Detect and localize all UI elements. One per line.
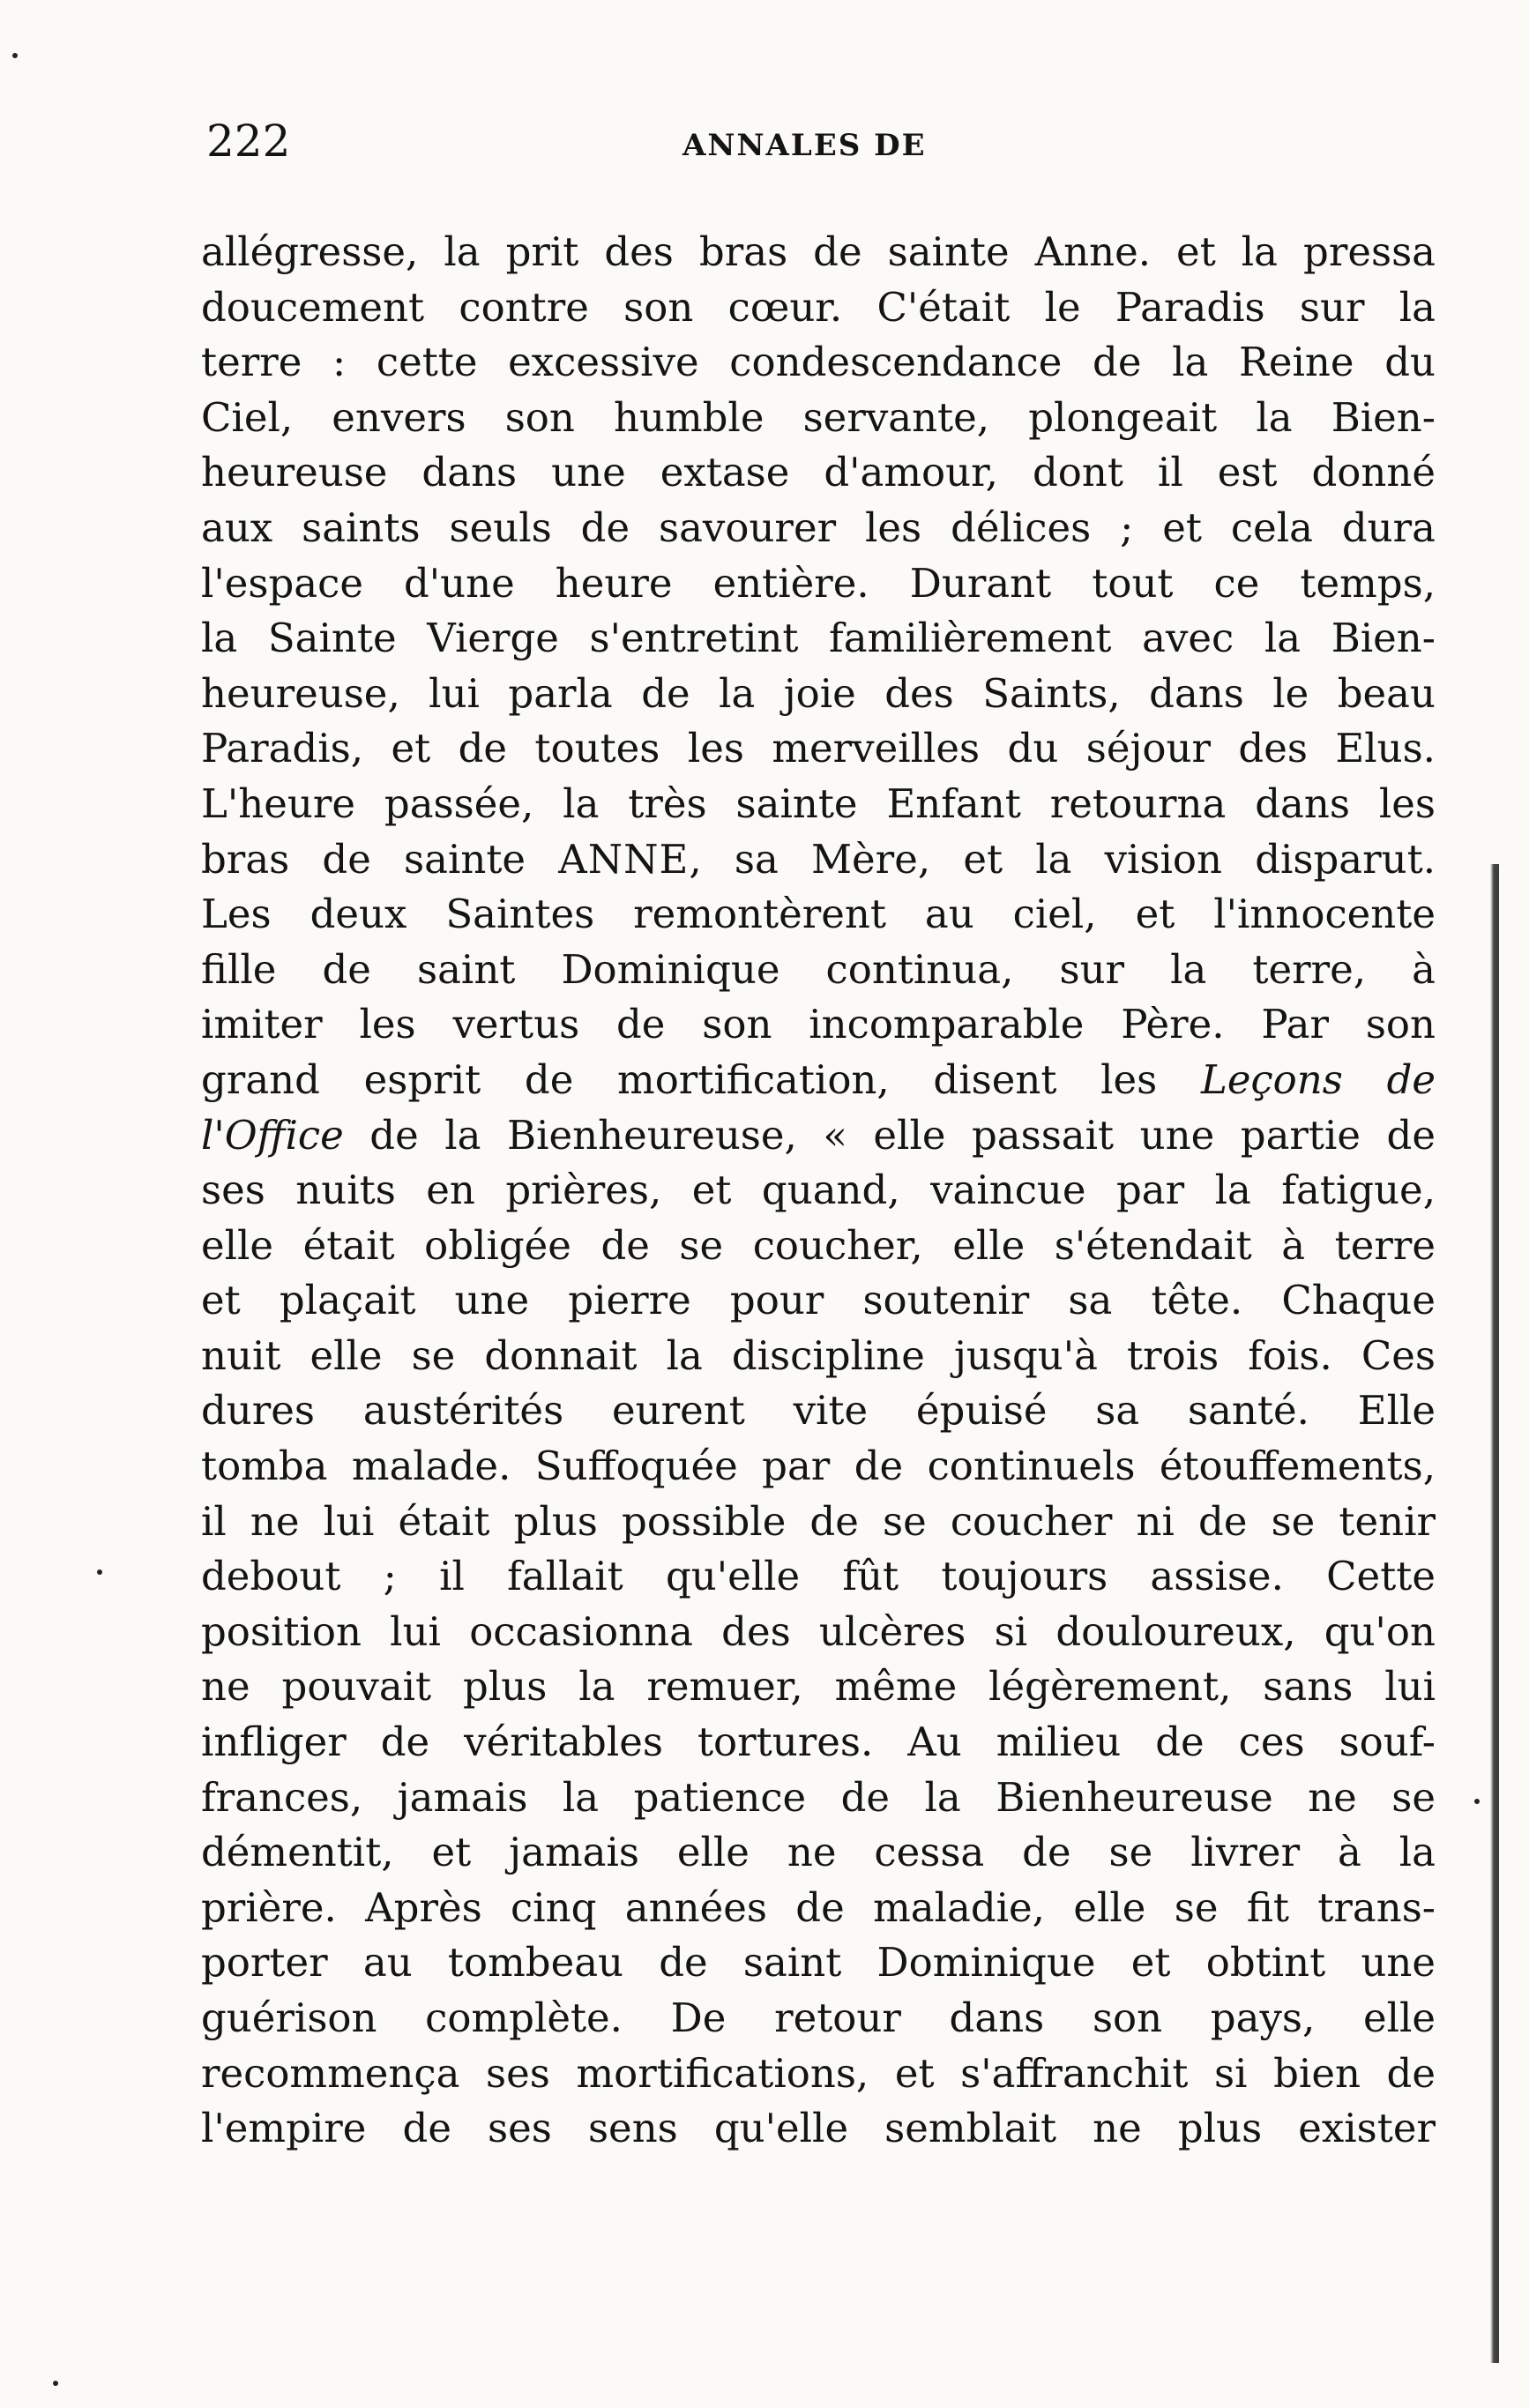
text-line: debout ; il fallait qu'elle fût toujours assise. Cette <box>201 1553 1436 1600</box>
text-line: bras de sainte ANNE, sa Mère, et la vision disparut. <box>201 835 1436 883</box>
text-line: heureuse, lui parla de la joie des Saints, dans le beau <box>201 669 1436 717</box>
scan-speck <box>53 2381 58 2386</box>
scan-speck <box>12 53 18 58</box>
italic-text: l'Office <box>201 1111 344 1159</box>
text-line: Les deux Saintes remontèrent au ciel, et l'innocente <box>201 891 1436 938</box>
text-line: tomba malade. Suffoquée par de continuels étouffements, <box>201 1443 1436 1490</box>
text-line: recommença ses mortifications, et s'affranchit si bien de <box>201 2049 1436 2097</box>
text-line: allégresse, la prit des bras de sainte Anne. et la pressa <box>201 228 1436 275</box>
text-line: infliger de véritables tortures. Au milieu de ces souf- <box>201 1718 1436 1766</box>
text-line: elle était obligée de se coucher, elle s'étendait à terre <box>201 1221 1436 1269</box>
text-line: aux saints seuls de savourer les délices ; et cela dura <box>201 503 1436 551</box>
text-line: ne pouvait plus la remuer, même légèrement, sans lui <box>201 1663 1436 1711</box>
text-line: prière. Après cinq années de maladie, elle se fit trans- <box>201 1883 1436 1931</box>
text-line: heureuse dans une extase d'amour, dont il est donné <box>201 449 1436 496</box>
page-number: 222 <box>206 116 291 167</box>
scan-speck <box>97 1569 102 1575</box>
text-line: grand esprit de mortification, disent les Leçons de <box>201 1055 1436 1103</box>
text-line: il ne lui était plus possible de se coucher ni de se tenir <box>201 1497 1436 1545</box>
text-line: l'Office de la Bienheureuse, « elle passait une partie de <box>201 1111 1436 1159</box>
text-line: terre : cette excessive condescendance de la Reine du <box>201 339 1436 386</box>
text-line: doucement contre son cœur. C'était le Paradis sur la <box>201 283 1436 331</box>
running-title: ANNALES DE <box>682 128 927 163</box>
text-line: Paradis, et de toutes les merveilles du séjour des Elus. <box>201 725 1436 772</box>
text-line: la Sainte Vierge s'entretint familièrement avec la Bien- <box>201 615 1436 662</box>
text-line: l'espace d'une heure entière. Durant tout ce temps, <box>201 559 1436 607</box>
body-text <box>201 225 1436 2157</box>
page-header <box>206 113 1436 183</box>
text-line: porter au tombeau de saint Dominique et obtint une <box>201 1939 1436 1987</box>
scan-gutter-shadow <box>1490 864 1499 2363</box>
text-line: l'empire de ses sens qu'elle semblait ne plus exister <box>201 2105 1436 2152</box>
text-line: imiter les vertus de son incomparable Père. Par son <box>201 1001 1436 1048</box>
text-line: Ciel, envers son humble servante, plongeait la Bien- <box>201 393 1436 441</box>
text-line: dures austérités eurent vite épuisé sa santé. Elle <box>201 1387 1436 1435</box>
text-line: et plaçait une pierre pour soutenir sa tête. Chaque <box>201 1277 1436 1324</box>
small-caps-text: ANNE <box>558 835 690 883</box>
italic-text: Leçons de <box>1200 1055 1436 1103</box>
text-line: fille de saint Dominique continua, sur la terre, à <box>201 945 1436 993</box>
text-line: position lui occasionna des ulcères si douloureux, qu'on <box>201 1607 1436 1655</box>
text-line: nuit elle se donnait la discipline jusqu'à trois fois. Ces <box>201 1331 1436 1379</box>
scan-speck <box>1474 1799 1480 1804</box>
text-line: ses nuits en prières, et quand, vaincue par la fatigue, <box>201 1167 1436 1214</box>
text-line: démentit, et jamais elle ne cessa de se livrer à la <box>201 1829 1436 1876</box>
text-line: L'heure passée, la très sainte Enfant retourna dans les <box>201 779 1436 827</box>
text-line: frances, jamais la patience de la Bienheureuse ne se <box>201 1773 1436 1821</box>
text-line: guérison complète. De retour dans son pays, elle <box>201 1994 1436 2041</box>
